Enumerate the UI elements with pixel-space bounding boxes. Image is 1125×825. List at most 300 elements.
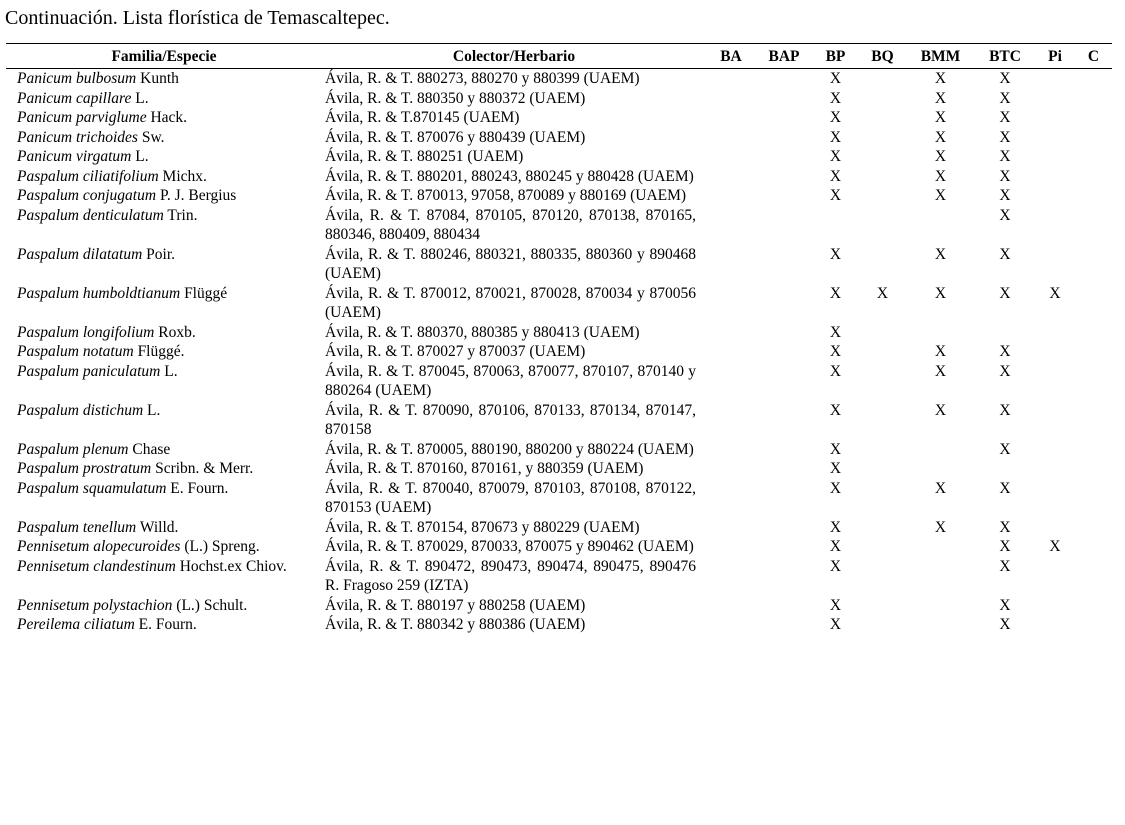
table-row — [6, 323, 1112, 343]
species-cell — [6, 479, 322, 518]
header-ba: BA — [706, 44, 756, 69]
species-author: E. Fourn. — [138, 616, 197, 633]
mark-bap — [756, 147, 812, 167]
mark-btc: X — [999, 187, 1011, 204]
mark-bq — [859, 128, 906, 148]
mark-bq — [859, 108, 906, 128]
collector-cell: Ávila, R. & T. 880246, 880321, 880335, 880360 y 890468 (UAEM) — [325, 245, 696, 282]
mark-pi — [1035, 206, 1075, 245]
mark-pi — [1035, 128, 1075, 148]
mark-pi — [1035, 342, 1075, 362]
collector-cell: Ávila, R. & T. 870090, 870106, 870133, 870134, 870147, 870158 — [325, 401, 696, 438]
mark-bap — [756, 245, 812, 284]
mark-bp: X — [829, 538, 842, 555]
table-row — [6, 108, 1112, 128]
species-name: Paspalum squamulatum — [17, 479, 167, 497]
collector-cell: Ávila, R. & T. 870012, 870021, 870028, 870034 y 870056 (UAEM) — [325, 284, 696, 321]
species-cell — [6, 128, 322, 148]
species-author: Hochst.ex Chiov. — [179, 557, 287, 575]
table-row — [6, 459, 1112, 479]
table-row — [6, 537, 1112, 557]
species-author: Kunth — [140, 70, 179, 87]
mark-bap — [756, 128, 812, 148]
mark-bq — [859, 518, 906, 538]
header-pi: Pi — [1035, 44, 1075, 69]
species-cell — [6, 401, 322, 440]
collector-cell: Ávila, R. & T. 870045, 870063, 870077, 870107, 870140 y 880264 (UAEM) — [325, 362, 696, 399]
mark-bq — [859, 147, 906, 167]
mark-btc: X — [999, 518, 1011, 536]
mark-c — [1075, 518, 1112, 538]
mark-pi — [1035, 108, 1075, 128]
mark-c — [1075, 342, 1112, 362]
mark-bq — [859, 206, 906, 245]
mark-bp: X — [829, 70, 842, 87]
header-colector-herbario: Colector/Herbario — [322, 44, 706, 69]
species-name: Panicum trichoides — [17, 128, 138, 146]
mark-bp: X — [829, 401, 842, 419]
species-name: Paspalum longifolium — [17, 323, 155, 341]
table-row — [6, 167, 1112, 187]
mark-pi — [1035, 479, 1075, 518]
mark-bap — [756, 596, 812, 616]
species-author: L. — [164, 362, 178, 380]
species-author: (L.) Spreng. — [184, 538, 260, 555]
header-btc: BTC — [975, 44, 1035, 69]
mark-btc: X — [999, 128, 1011, 146]
mark-bap — [756, 108, 812, 128]
mark-pi — [1035, 323, 1075, 343]
mark-bmm: X — [934, 109, 947, 126]
species-name: Pennisetum clandestinum — [17, 557, 176, 575]
mark-bap — [756, 167, 812, 187]
mark-bp: X — [829, 557, 842, 575]
species-name: Paspalum paniculatum — [17, 362, 161, 380]
species-name: Pennisetum alopecuroides — [17, 538, 181, 555]
species-cell — [6, 440, 322, 460]
table-row — [6, 147, 1112, 167]
mark-bmm: X — [934, 343, 947, 360]
species-name: Panicum parviglume — [17, 109, 147, 126]
mark-ba — [706, 615, 756, 635]
mark-bp: X — [829, 440, 842, 458]
mark-bq — [859, 89, 906, 109]
collector-cell: Ávila, R. & T. 870160, 870161, y 880359 (UAEM) — [325, 460, 644, 477]
mark-bap — [756, 615, 812, 635]
mark-bmm — [906, 537, 975, 557]
mark-bap — [756, 459, 812, 479]
header-bmm: BMM — [906, 44, 975, 69]
mark-bmm — [906, 440, 975, 460]
mark-bq — [859, 615, 906, 635]
species-author: Chase — [132, 440, 171, 458]
species-cell — [6, 596, 322, 616]
collector-cell: Ávila, R. & T. 870029, 870033, 870075 y 890462 (UAEM) — [325, 538, 694, 555]
species-cell — [6, 459, 322, 479]
table-row — [6, 69, 1112, 89]
mark-c — [1075, 89, 1112, 109]
mark-c — [1075, 401, 1112, 440]
table-row — [6, 128, 1112, 148]
header-bp: BP — [812, 44, 859, 69]
mark-pi: X — [1049, 284, 1061, 302]
species-cell — [6, 342, 322, 362]
mark-bq — [859, 362, 906, 401]
mark-c — [1075, 440, 1112, 460]
mark-bmm: X — [934, 167, 947, 185]
collector-cell: Ávila, R. & T. 880201, 880243, 880245 y 880428 (UAEM) — [325, 167, 694, 185]
mark-pi — [1035, 186, 1075, 206]
mark-bap — [756, 186, 812, 206]
mark-bp: X — [829, 596, 842, 614]
mark-pi — [1035, 596, 1075, 616]
table-row — [6, 615, 1112, 635]
mark-bap — [756, 284, 812, 323]
mark-btc: X — [999, 284, 1011, 302]
mark-btc — [975, 323, 1035, 343]
table-row — [6, 342, 1112, 362]
mark-pi: X — [1049, 538, 1061, 555]
mark-pi — [1035, 245, 1075, 284]
mark-c — [1075, 108, 1112, 128]
mark-btc: X — [999, 109, 1011, 126]
species-name: Paspalum denticulatum — [17, 206, 164, 224]
header-row — [6, 44, 1112, 69]
mark-bq — [859, 342, 906, 362]
mark-c — [1075, 206, 1112, 245]
collector-cell: Ávila, R. & T. 870040, 870079, 870103, 870108, 870122, 870153 (UAEM) — [325, 479, 696, 516]
table-row — [6, 518, 1112, 538]
mark-bp: X — [829, 109, 842, 126]
mark-bmm: X — [934, 70, 947, 87]
mark-ba — [706, 518, 756, 538]
mark-ba — [706, 69, 756, 89]
species-name: Paspalum ciliatifolium — [17, 167, 159, 185]
mark-bap — [756, 557, 812, 596]
mark-ba — [706, 557, 756, 596]
mark-bp: X — [829, 187, 842, 204]
mark-c — [1075, 537, 1112, 557]
species-name: Paspalum tenellum — [17, 518, 137, 536]
species-name: Paspalum prostratum — [17, 460, 152, 477]
mark-ba — [706, 537, 756, 557]
mark-bp: X — [829, 148, 842, 165]
mark-bq — [859, 323, 906, 343]
mark-bmm: X — [934, 148, 947, 165]
species-name: Paspalum dilatatum — [17, 245, 143, 263]
mark-bp: X — [829, 89, 842, 107]
table-row — [6, 440, 1112, 460]
mark-btc — [975, 459, 1035, 479]
mark-bmm: X — [934, 479, 947, 497]
species-cell — [6, 245, 322, 284]
mark-c — [1075, 479, 1112, 518]
mark-btc: X — [999, 167, 1011, 185]
mark-bp: X — [829, 128, 842, 146]
species-author: Sw. — [141, 128, 165, 146]
species-author: L. — [147, 401, 161, 419]
mark-pi — [1035, 401, 1075, 440]
collector-cell: Ávila, R. & T. 880370, 880385 y 880413 (UAEM) — [325, 323, 640, 341]
collector-cell: Ávila, R. & T. 870154, 870673 y 880229 (UAEM) — [325, 518, 640, 536]
mark-btc: X — [999, 89, 1011, 107]
mark-pi — [1035, 615, 1075, 635]
table-row — [6, 284, 1112, 323]
mark-pi — [1035, 69, 1075, 89]
mark-c — [1075, 615, 1112, 635]
mark-ba — [706, 89, 756, 109]
mark-c — [1075, 557, 1112, 596]
species-cell — [6, 108, 322, 128]
mark-btc: X — [999, 206, 1011, 224]
mark-ba — [706, 401, 756, 440]
mark-pi — [1035, 167, 1075, 187]
collector-cell: Ávila, R. & T. 890472, 890473, 890474, 890475, 890476 R. Fragoso 259 (IZTA) — [325, 557, 696, 594]
mark-pi — [1035, 459, 1075, 479]
table-row — [6, 479, 1112, 518]
collector-cell: Ávila, R. & T. 880251 (UAEM) — [325, 148, 524, 165]
mark-bap — [756, 518, 812, 538]
mark-pi — [1035, 147, 1075, 167]
mark-ba — [706, 206, 756, 245]
species-cell — [6, 69, 322, 89]
mark-ba — [706, 167, 756, 187]
header-familia-especie: Familia/Especie — [6, 44, 322, 69]
collector-cell: Ávila, R. & T. 870013, 97058, 870089 y 880169 (UAEM) — [325, 187, 687, 204]
species-author: Roxb. — [158, 323, 196, 341]
mark-bp: X — [829, 323, 842, 341]
species-cell — [6, 167, 322, 187]
mark-bp: X — [829, 362, 842, 380]
species-author: Trin. — [167, 206, 198, 224]
mark-bmm: X — [934, 128, 947, 146]
table-row — [6, 596, 1112, 616]
header-bap: BAP — [756, 44, 812, 69]
species-cell — [6, 206, 322, 245]
species-name: Panicum capillare — [17, 89, 132, 107]
collector-cell: Ávila, R. & T. 880350 y 880372 (UAEM) — [325, 89, 586, 107]
mark-bap — [756, 440, 812, 460]
species-author: P. J. Bergius — [159, 187, 237, 204]
mark-ba — [706, 186, 756, 206]
mark-bq — [859, 186, 906, 206]
species-cell — [6, 89, 322, 109]
mark-ba — [706, 459, 756, 479]
mark-bq — [859, 479, 906, 518]
mark-bmm — [906, 323, 975, 343]
mark-bmm: X — [934, 401, 947, 419]
species-cell — [6, 615, 322, 635]
mark-bq — [859, 537, 906, 557]
species-cell — [6, 518, 322, 538]
species-author: Flüggé. — [137, 343, 185, 360]
mark-bap — [756, 89, 812, 109]
mark-ba — [706, 147, 756, 167]
mark-c — [1075, 147, 1112, 167]
species-author: L. — [135, 148, 149, 165]
mark-btc: X — [999, 343, 1011, 360]
species-author: L. — [135, 89, 149, 107]
mark-bap — [756, 401, 812, 440]
mark-bap — [756, 323, 812, 343]
mark-c — [1075, 128, 1112, 148]
mark-pi — [1035, 518, 1075, 538]
species-cell — [6, 362, 322, 401]
mark-bap — [756, 362, 812, 401]
mark-btc: X — [999, 479, 1011, 497]
mark-btc: X — [999, 538, 1011, 555]
species-author: E. Fourn. — [170, 479, 229, 497]
mark-bmm — [906, 615, 975, 635]
mark-c — [1075, 596, 1112, 616]
collector-cell: Ávila, R. & T. 880197 y 880258 (UAEM) — [325, 596, 586, 614]
table-row — [6, 89, 1112, 109]
header-bq: BQ — [859, 44, 906, 69]
mark-bp: X — [829, 460, 842, 477]
mark-pi — [1035, 557, 1075, 596]
table-row — [6, 557, 1112, 596]
collector-cell: Ávila, R. & T. 870005, 880190, 880200 y 880224 (UAEM) — [325, 440, 694, 458]
mark-bap — [756, 342, 812, 362]
species-author: Michx. — [162, 167, 207, 185]
table-row — [6, 362, 1112, 401]
mark-bap — [756, 537, 812, 557]
mark-btc: X — [999, 148, 1011, 165]
mark-bap — [756, 479, 812, 518]
mark-ba — [706, 128, 756, 148]
mark-bq — [859, 596, 906, 616]
mark-c — [1075, 186, 1112, 206]
mark-bq — [859, 69, 906, 89]
mark-c — [1075, 362, 1112, 401]
species-author: Poir. — [146, 245, 176, 263]
mark-btc: X — [999, 362, 1011, 380]
table-row — [6, 401, 1112, 440]
mark-bmm — [906, 206, 975, 245]
species-name: Paspalum humboldtianum — [17, 284, 181, 302]
mark-bmm — [906, 459, 975, 479]
flora-table — [6, 43, 1112, 635]
species-author: (L.) Schult. — [176, 596, 248, 614]
collector-cell: Ávila, R. & T. 870076 y 880439 (UAEM) — [325, 128, 586, 146]
mark-ba — [706, 323, 756, 343]
species-name: Paspalum distichum — [17, 401, 144, 419]
mark-bq — [859, 459, 906, 479]
mark-ba — [706, 479, 756, 518]
collector-cell: Ávila, R. & T. 870027 y 870037 (UAEM) — [325, 343, 586, 360]
species-name: Paspalum plenum — [17, 440, 129, 458]
species-cell — [6, 557, 322, 596]
species-cell — [6, 147, 322, 167]
mark-btc: X — [999, 557, 1011, 575]
mark-c — [1075, 459, 1112, 479]
species-name: Paspalum notatum — [17, 343, 134, 360]
mark-btc: X — [999, 70, 1011, 87]
mark-ba — [706, 284, 756, 323]
mark-bap — [756, 69, 812, 89]
species-cell — [6, 323, 322, 343]
mark-c — [1075, 69, 1112, 89]
mark-bp: X — [829, 479, 842, 497]
mark-bp: X — [829, 343, 842, 360]
mark-bmm: X — [934, 284, 947, 302]
collector-cell: Ávila, R. & T. 880342 y 880386 (UAEM) — [325, 616, 586, 633]
mark-btc: X — [999, 616, 1011, 633]
mark-bmm: X — [934, 245, 947, 263]
mark-pi — [1035, 362, 1075, 401]
mark-ba — [706, 108, 756, 128]
mark-bp: X — [829, 284, 842, 302]
mark-bp: X — [829, 245, 842, 263]
mark-ba — [706, 596, 756, 616]
header-c: C — [1075, 44, 1112, 69]
species-name: Paspalum conjugatum — [17, 187, 157, 204]
mark-c — [1075, 245, 1112, 284]
species-cell — [6, 284, 322, 323]
mark-bmm: X — [934, 89, 947, 107]
mark-bq — [859, 557, 906, 596]
mark-btc: X — [999, 596, 1011, 614]
species-author: Flüggé — [184, 284, 228, 302]
collector-cell: Ávila, R. & T. 87084, 870105, 870120, 870138, 870165, 880346, 880409, 880434 — [325, 206, 696, 243]
species-name: Pennisetum polystachion — [17, 596, 173, 614]
mark-bp — [812, 206, 859, 245]
mark-bmm: X — [934, 187, 947, 204]
mark-btc: X — [999, 245, 1011, 263]
mark-c — [1075, 284, 1112, 323]
table-caption: Continuación. Lista florística de Temascaltepec. — [5, 7, 390, 29]
mark-bq: X — [876, 284, 889, 302]
mark-bq — [859, 401, 906, 440]
mark-pi — [1035, 89, 1075, 109]
mark-c — [1075, 167, 1112, 187]
mark-bmm: X — [934, 518, 947, 536]
species-cell — [6, 537, 322, 557]
mark-ba — [706, 342, 756, 362]
mark-bq — [859, 440, 906, 460]
mark-c — [1075, 323, 1112, 343]
mark-ba — [706, 362, 756, 401]
table-body — [6, 69, 1112, 635]
mark-bmm — [906, 596, 975, 616]
table-row — [6, 206, 1112, 245]
species-name: Panicum bulbosum — [17, 70, 137, 87]
mark-bp: X — [829, 616, 842, 633]
mark-bq — [859, 167, 906, 187]
collector-cell: Ávila, R. & T.870145 (UAEM) — [325, 109, 520, 126]
species-cell — [6, 186, 322, 206]
mark-btc: X — [999, 440, 1011, 458]
species-name: Panicum virgatum — [17, 148, 132, 165]
species-author: Hack. — [150, 109, 188, 126]
mark-bp: X — [829, 518, 842, 536]
mark-btc: X — [999, 401, 1011, 419]
mark-bq — [859, 245, 906, 284]
collector-cell: Ávila, R. & T. 880273, 880270 y 880399 (UAEM) — [325, 70, 640, 87]
mark-bmm — [906, 557, 975, 596]
mark-bmm: X — [934, 362, 947, 380]
mark-bap — [756, 206, 812, 245]
mark-ba — [706, 440, 756, 460]
mark-ba — [706, 245, 756, 284]
species-author: Willd. — [139, 518, 179, 536]
table-row — [6, 186, 1112, 206]
species-name: Pereilema ciliatum — [17, 616, 135, 633]
mark-bp: X — [829, 167, 842, 185]
species-author: Scribn. & Merr. — [155, 460, 254, 477]
table-row — [6, 245, 1112, 284]
mark-pi — [1035, 440, 1075, 460]
